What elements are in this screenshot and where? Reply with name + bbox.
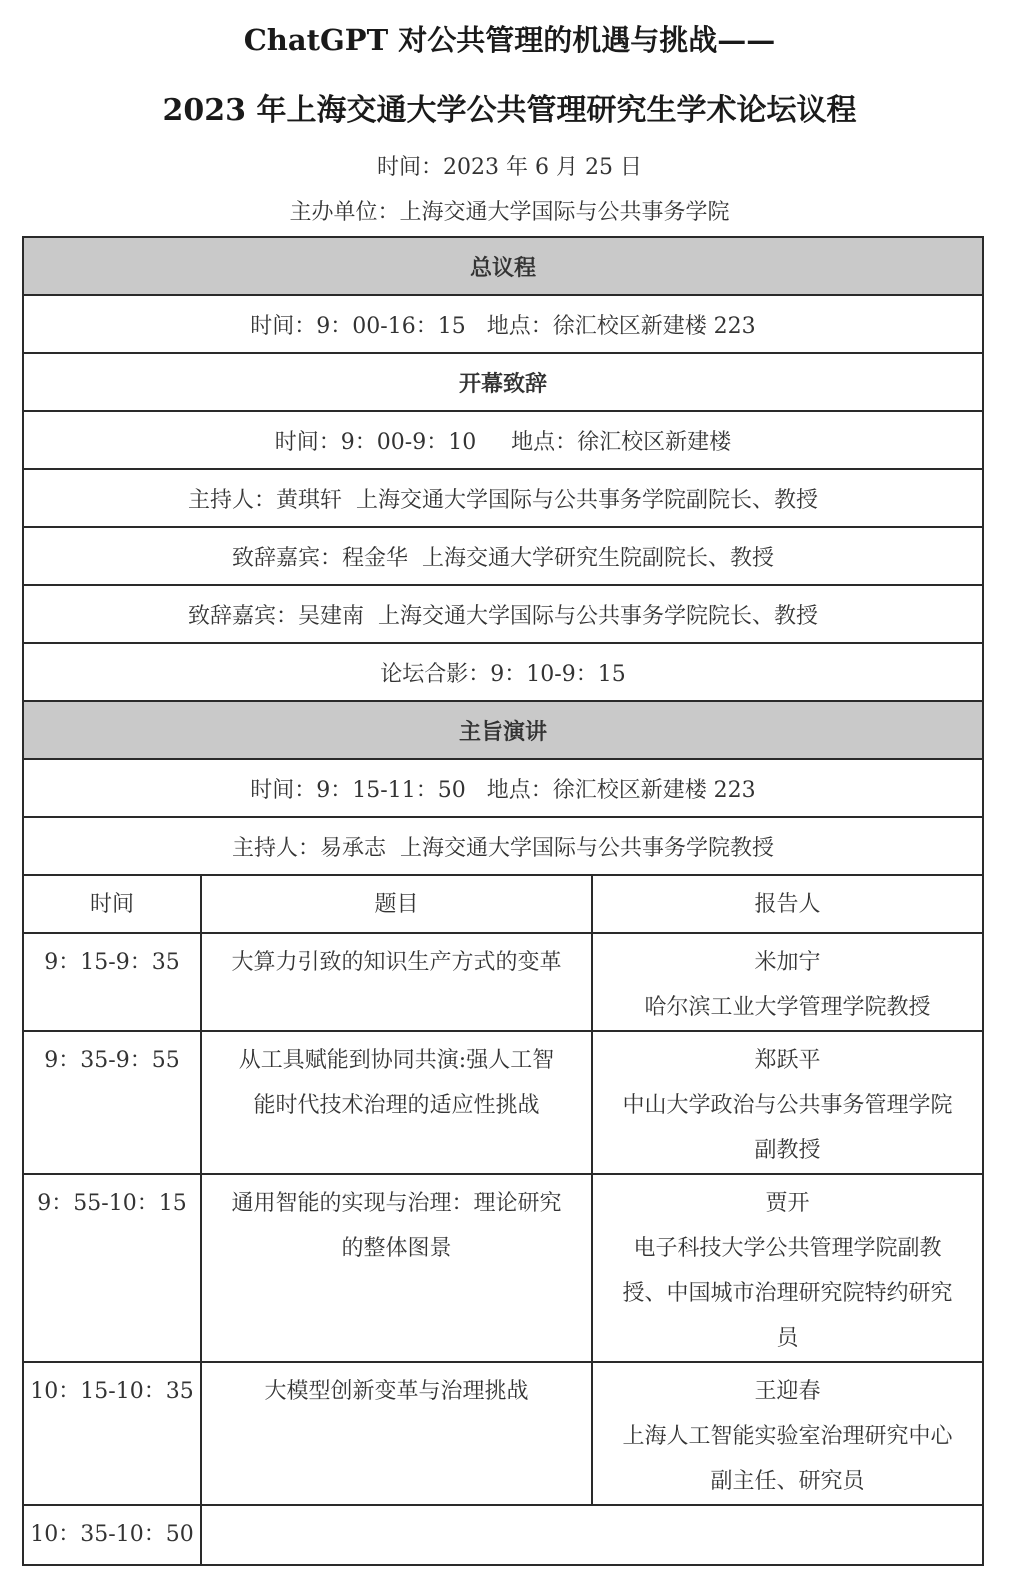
speaker-affiliation: 授、中国城市治理研究院特约研究 bbox=[622, 1281, 953, 1306]
section-header-opening bbox=[23, 353, 983, 411]
column-header-topic: 题目 bbox=[201, 875, 592, 933]
session-time: 9：55-10：15 bbox=[23, 1174, 201, 1362]
agenda-table bbox=[22, 236, 984, 1566]
keynote-heading: 主旨演讲 bbox=[23, 701, 983, 759]
event-date: 时间：2023 年 6 月 25 日 bbox=[377, 155, 642, 180]
opening-host: 主持人：黄琪轩 上海交通大学国际与公共事务学院副院长、教授 bbox=[23, 469, 983, 527]
topic-line: 能时代技术治理的适应性挑战 bbox=[253, 1093, 540, 1118]
session-speaker bbox=[592, 1362, 983, 1505]
table-row bbox=[23, 1031, 983, 1174]
keynote-host: 主持人：易承志 上海交通大学国际与公共事务学院教授 bbox=[23, 817, 983, 875]
topic-line: 的整体图景 bbox=[341, 1236, 452, 1261]
speaker-name: 王迎春 bbox=[754, 1379, 821, 1404]
speaker-affiliation: 员 bbox=[776, 1326, 799, 1351]
overall-heading: 总议程 bbox=[23, 237, 983, 295]
opening-heading: 开幕致辞 bbox=[23, 353, 983, 411]
session-speaker bbox=[592, 933, 983, 1031]
session-empty-cell bbox=[201, 1505, 983, 1565]
session-speaker bbox=[592, 1174, 983, 1362]
topic-line: 通用智能的实现与治理：理论研究 bbox=[231, 1191, 562, 1216]
session-time: 10：15-10：35 bbox=[23, 1362, 201, 1505]
speaker-name: 贾开 bbox=[765, 1191, 810, 1216]
topic-line: 大模型创新变革与治理挑战 bbox=[264, 1379, 529, 1404]
speaker-affiliation: 电子科技大学公共管理学院副教 bbox=[633, 1236, 942, 1261]
opening-time-place: 时间：9：00-9：10 地点：徐汇校区新建楼 bbox=[23, 411, 983, 469]
keynote-time-place: 时间：9：15-11：50 地点：徐汇校区新建楼 223 bbox=[23, 759, 983, 817]
topic-line: 从工具赋能到协同共演:强人工智 bbox=[238, 1048, 555, 1073]
speaker-affiliation: 中山大学政治与公共事务管理学院 bbox=[622, 1093, 953, 1118]
session-topic bbox=[201, 1362, 592, 1505]
group-photo: 论坛合影：9：10-9：15 bbox=[23, 643, 983, 701]
speaker-affiliation: 哈尔滨工业大学管理学院教授 bbox=[644, 995, 931, 1020]
column-header-time: 时间 bbox=[23, 875, 201, 933]
overall-time-place: 时间：9：00-16：15 地点：徐汇校区新建楼 223 bbox=[23, 295, 983, 353]
document-title-line2: 2023 年上海交通大学公共管理研究生学术论坛议程 bbox=[162, 93, 857, 128]
speaker-affiliation: 副教授 bbox=[754, 1138, 821, 1163]
event-organizer: 主办单位：上海交通大学国际与公共事务学院 bbox=[289, 200, 730, 225]
table-row bbox=[23, 1174, 983, 1362]
document-title-line1: ChatGPT 对公共管理的机遇与挑战—— bbox=[243, 23, 776, 57]
session-topic bbox=[201, 1031, 592, 1174]
table-row bbox=[23, 933, 983, 1031]
speaker-affiliation: 上海人工智能实验室治理研究中心 bbox=[622, 1424, 953, 1449]
speaker-name: 米加宁 bbox=[754, 950, 821, 975]
schedule-header-row bbox=[23, 875, 983, 933]
topic-line: 大算力引致的知识生产方式的变革 bbox=[231, 950, 562, 975]
speaker-name: 郑跃平 bbox=[754, 1048, 821, 1073]
session-time: 10：35-10：50 bbox=[23, 1505, 201, 1565]
session-time: 9：35-9：55 bbox=[23, 1031, 201, 1174]
speaker-affiliation: 副主任、研究员 bbox=[710, 1469, 865, 1494]
session-time: 9：15-9：35 bbox=[23, 933, 201, 1031]
session-topic bbox=[201, 933, 592, 1031]
opening-speaker-1: 致辞嘉宾：程金华 上海交通大学研究生院副院长、教授 bbox=[23, 527, 983, 585]
table-row bbox=[23, 1362, 983, 1505]
section-header-keynote bbox=[23, 701, 983, 759]
table-row bbox=[23, 1505, 983, 1565]
session-topic bbox=[201, 1174, 592, 1362]
column-header-speaker: 报告人 bbox=[592, 875, 983, 933]
section-header-overall bbox=[23, 237, 983, 295]
session-speaker bbox=[592, 1031, 983, 1174]
opening-speaker-2: 致辞嘉宾：吴建南 上海交通大学国际与公共事务学院院长、教授 bbox=[23, 585, 983, 643]
